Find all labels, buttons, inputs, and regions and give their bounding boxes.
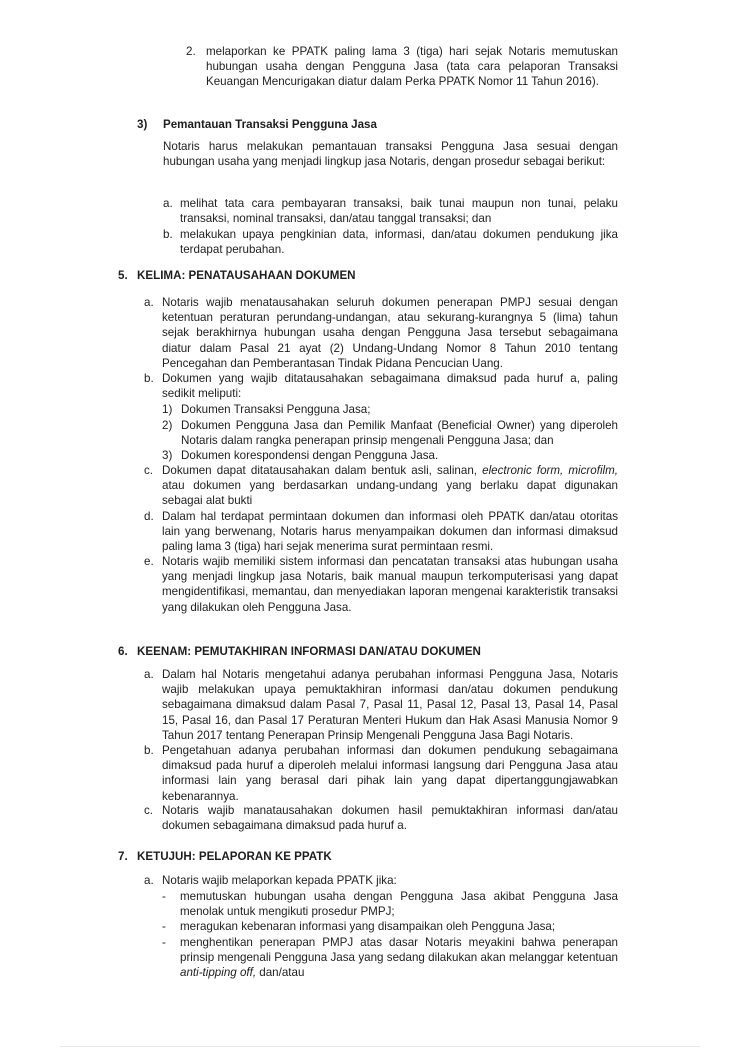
item-text: melihat tata cara pembayaran transaksi, baik tunai maupun non tunai, pelaku transaksi, nominal transaksi, dan/atau tanggal transaksi; dan [180, 197, 618, 226]
item-marker: d. [144, 510, 154, 523]
dash-marker: - [162, 936, 166, 949]
subsection-marker: 3) [137, 118, 148, 131]
subitem-marker: 1) [162, 403, 173, 416]
paragraph: Notaris harus melakukan pemantauan transaksi Pengguna Jasa sesuai dengan hubungan usaha yang menjadi lingkup jasa Notaris, dengan prosedur sebagai berikut: [163, 140, 618, 169]
item-text: melakukan upaya pengkinian data, informasi, dan/atau dokumen pendukung jika terdapat perubahan. [180, 228, 618, 257]
bullet-text: menghentikan penerapan PMPJ atas dasar Notaris meyakini bahwa penerapan prinsip mengenali Pengguna Jasa yang sedang dilakukan akan melanggar ketentuan anti-tipping off, dan/atau [180, 936, 618, 980]
item-marker: b. [144, 372, 154, 385]
dash-marker: - [162, 920, 166, 933]
item-text: Notaris wajib menatausahakan seluruh dokumen penerapan PMPJ sesuai dengan ketentuan peraturan perundang-undangan, atau sekurang-kurangnya 5 (lima) tahun sejak berakhirnya hubungan usaha dengan Pengguna Jasa tersebut sebagaimana diatur dalam Pasal 21 ayat (2) Undang-Undang Nomor 8 Tahun 2010 tentang Pencegahan dan Pemberantasan Tindak Pidana Pencucian Uang. [162, 296, 618, 370]
subitem-marker: 2) [162, 419, 173, 432]
subsection-heading: Pemantauan Transaksi Pengguna Jasa [163, 118, 377, 131]
item-marker: a. [144, 668, 154, 681]
item-text: Dalam hal Notaris mengetahui adanya perubahan informasi Pengguna Jasa, Notaris wajib melakukan upaya pemuktakhiran informasi dan/atau dokumen pendukung sebagaimana dimaksud dalam Pasal 7, Pasal 11, Pasal 12, Pasal 13, Pasal 14, Pasal 15, Pasal 16, dan Pasal 17 Peraturan Menteri Hukum dan Hak Asasi Manusia Nomor 9 Tahun 2017 tentang Penerapan Prinsip Mengenali Pengguna Jasa Bagi Notaris. [162, 668, 618, 742]
item-text: Notaris wajib memiliki sistem informasi dan pencatatan transaksi atas hubungan usaha yang menjadi lingkup jasa Notaris, baik manual maupun terkomputerisasi yang dapat mengidentifikasi, memantau, dan menyediakan laporan mengenai karakteristik transaksi yang dilakukan oleh Pengguna Jasa. [162, 555, 618, 614]
item-text: Dalam hal terdapat permintaan dokumen dan informasi oleh PPATK dan/atau otoritas lain yang berwenang, Notaris harus menyampaikan dokumen dan informasi dimaksud paling lama 3 (tiga) hari sejak menerima surat permintaan resmi. [162, 510, 618, 554]
item-marker: a. [163, 197, 173, 210]
bullet-text: memutuskan hubungan usaha dengan Pengguna Jasa akibat Pengguna Jasa menolak untuk mengikuti prosedur PMPJ; [180, 890, 618, 919]
subitem-text: Dokumen Transaksi Pengguna Jasa; [181, 403, 371, 416]
dash-marker: - [162, 890, 166, 903]
subitem-text: Dokumen Pengguna Jasa dan Pemilik Manfaat (Beneficial Owner) yang diperoleh Notaris dalam rangka penerapan prinsip mengenali Pengguna Jasa; dan [181, 419, 618, 448]
item-marker: a. [144, 874, 154, 887]
section-heading: KEENAM: PEMUTAKHIRAN INFORMASI DAN/ATAU DOKUMEN [137, 645, 481, 658]
section-number: 5. [118, 269, 128, 282]
item-marker: c. [144, 804, 154, 817]
page-edge-divider [60, 1046, 700, 1047]
section-number: 6. [118, 645, 128, 658]
section-heading: KETUJUH: PELAPORAN KE PPATK [137, 850, 332, 863]
item-marker: 2. [186, 45, 196, 58]
item-marker: e. [144, 555, 154, 568]
item-text: Dokumen dapat ditatausahakan dalam bentuk asli, salinan, electronic form, microfilm, atau dokumen yang berdasarkan undang-undang yang berlaku dapat digunakan sebagai alat bukti [162, 464, 618, 508]
item-text: Pengetahuan adanya perubahan informasi dan dokumen pendukung sebagaimana dimaksud pada huruf a diperoleh melalui informasi langsung dari Pengguna Jasa atau informasi lain yang berasal dari pihak lain yang dapat dipertanggungjawabkan kebenarannya. [162, 744, 618, 803]
item-text: Notaris wajib manatausahakan dokumen hasil pemuktakhiran informasi dan/atau dokumen sebagaimana dimaksud pada huruf a. [162, 804, 618, 833]
bullet-text: meragukan kebenaran informasi yang disampaikan oleh Pengguna Jasa; [180, 920, 556, 933]
section-number: 7. [118, 850, 128, 863]
subitem-text: Dokumen korespondensi dengan Pengguna Jasa. [181, 449, 439, 462]
item-marker: c. [144, 464, 154, 477]
item-text: Dokumen yang wajib ditatausahakan sebagaimana dimaksud pada huruf a, paling sedikit meliputi: [162, 372, 618, 401]
item-text: Notaris wajib melaporkan kepada PPATK jika: [162, 874, 397, 887]
section-heading: KELIMA: PENATAUSAHAAN DOKUMEN [137, 269, 356, 282]
subitem-marker: 3) [162, 449, 173, 462]
item-marker: b. [144, 744, 154, 757]
item-text: melaporkan ke PPATK paling lama 3 (tiga) hari sejak Notaris memutuskan hubungan usaha dengan Pengguna Jasa (tata cara pelaporan Transaksi Keuangan Mencurigakan diatur dalam Perka PPATK Nomor 11 Tahun 2016). [206, 45, 618, 89]
item-marker: a. [144, 296, 154, 309]
item-marker: b. [163, 228, 173, 241]
